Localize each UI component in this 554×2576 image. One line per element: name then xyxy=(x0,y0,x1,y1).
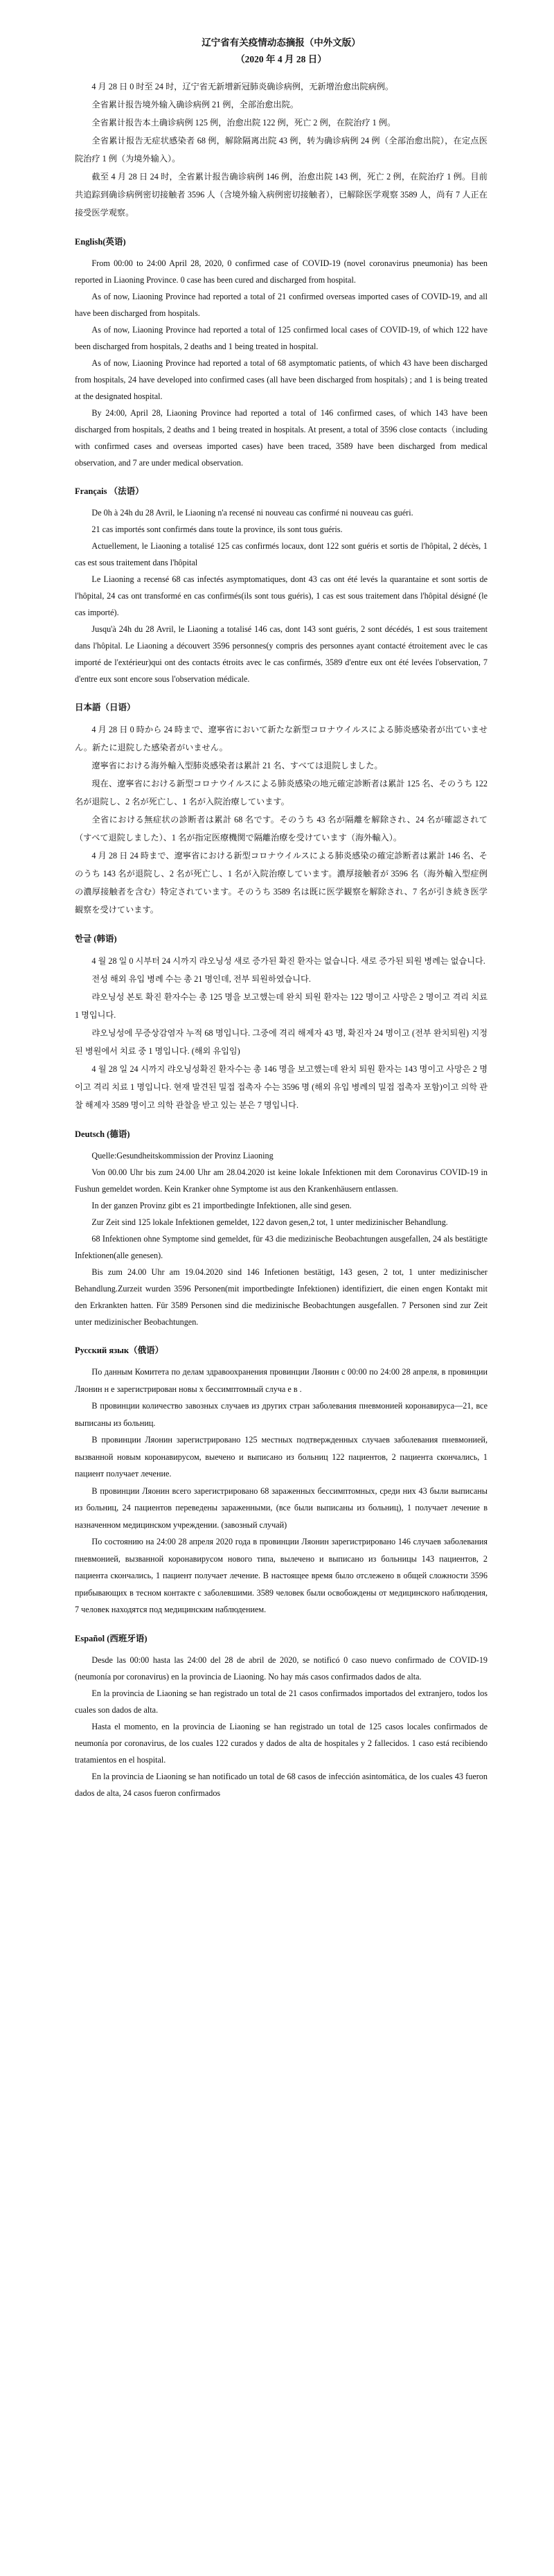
korean-paragraph: 랴오닝성에 무증상감염자 누적 68 명입니다. 그중에 격리 해제자 43 명, 확진자 24 명이고 (전부 완치퇴원) 지정된 병원에서 치료 중 1 명입니다. (해외 유입임) xyxy=(75,1028,488,1056)
german-paragraph: Von 00.00 Uhr bis zum 24.00 Uhr am 28.04.2020 ist keine lokale Infektionen mit dem Coronavirus COVID-19 in Fushun gemeldet worden. Kein Kranker ohne Symptome ist aus den Krankenhäusern entlassen. xyxy=(75,1167,488,1194)
section-korean xyxy=(75,931,488,1114)
chinese-paragraph: 全省累计报告境外输入确诊病例 21 例，全部治愈出院。 xyxy=(91,100,298,109)
french-paragraph: Jusqu'à 24h du 28 Avril, le Liaoning a totalisé 146 cas, dont 143 sont guéris, 2 sont décédés, 1 est sous traitement dans l'hôpital. Le Liaoning a découvert 3596 personnes(y compris des personnes ayant contacté étroitement avec le cas importé de l'extérieur)qui ont des contacts étroits avec le cas confirmés, 3589 d'entre eux ont été levées l'observation, 7 d'entre eux sont encore sous l'observation médicale. xyxy=(75,624,488,684)
section-french xyxy=(75,484,488,687)
spanish-paragraph: Desde las 00:00 hasta las 24:00 del 28 de abril de 2020, se notificó 0 caso nuevo confirmado de COVID-19 (neumonía por coronavirus) en la provincia de Liaoning. No hay más casos confirmados dados de alta. xyxy=(75,1655,488,1682)
german-paragraph: In der ganzen Provinz gibt es 21 importbedingte Infektionen, alle sind gesen. xyxy=(91,1201,352,1210)
english-paragraph: As of now, Liaoning Province had reported a total of 125 confirmed local cases of COVID-19, of which 122 have been discharged from hospitals, 2 deaths and 1 being treated in hospital. xyxy=(75,325,488,351)
japanese-paragraph: 全省における無症状の診断者は累計 68 名です。そのうち 43 名が隔離を解除され、24 名が確認されて（すべて退院しました）、1 名が指定医療機関で隔離治療を受けています（海外輸入）。 xyxy=(75,815,488,843)
english-heading: English(英语) xyxy=(75,237,126,247)
english-paragraph: As of now, Liaoning Province had reported a total of 21 confirmed overseas imported cases of COVID-19, and all have been discharged from hospitals. xyxy=(75,292,488,318)
document-title: 辽宁省有关疫情动态摘报（中外文版） xyxy=(202,37,361,48)
russian-paragraph: По состоянию на 24:00 28 апреля 2020 года в провинции Ляонин зарегистрировано 146 случаев заболевания пневмонией, вызванной коронавирусом нового типа, вылечено и выписано из больницы 143 пациентов, 2 пациента скончались, 1 пациент получает лечение. В настоящее время было отслежено в общей сложности 3596 прибывающих в тесном контакте с заболевшими. 3589 человек были освобождены от медицинского наблюдения, 7 человек находятся под медицинским наблюдением. xyxy=(75,1537,488,1614)
english-paragraph: From 00:00 to 24:00 April 28, 2020, 0 confirmed case of COVID-19 (novel coronavirus pneumonia) has been reported in Liaoning Province. 0 case has been cured and discharged from hospital. xyxy=(75,258,488,285)
section-russian xyxy=(75,1343,488,1618)
korean-paragraph: 4 월 28 일 24 시까지 랴오닝성확진 환자수는 총 146 명을 보고했는데 완치 퇴원 환자는 143 명이고 사망은 2 명이고 격리 치료 1 명입니다. 현재 발견된 밀접 접촉자 수는 3596 명 (해외 유입 병례의 밀접 접촉자 포함)이고 의학 관찰 해제자 3589 명이고 의학 관찰을 받고 있는 분은 7 명입니다. xyxy=(75,1064,488,1110)
japanese-paragraph: 現在、遼寧省における新型コロナウイルスによる肺炎感染の地元確定診断者は累計 125 名、そのうち 122 名が退院し、2 名が死亡し、1 名が入院治療しています。 xyxy=(75,779,488,806)
russian-paragraph: В провинции Ляонин зарегистрировано 125 местных подтвержденных случаев заболевания пневмонией, вызванной новым коронавирусом, выечено и выписано из больниц 122 пациентов, 2 пациента скончались, 1 пациент получает лечение. xyxy=(75,1435,488,1479)
document-date: （2020 年 4 月 28 日） xyxy=(235,54,327,64)
japanese-paragraph: 遼寧省における海外輸入型肺炎感染者は累計 21 名、すべては退院しました。 xyxy=(91,761,383,770)
french-paragraph: Le Liaoning a recensé 68 cas infectés asymptomatiques, dont 43 cas ont été levés la quarantaine et sont sortis de l'hôpital, 24 cas ont transformé en cas confirmés(ils sont tous guéris), 1 cas est sous traitement dans l'hôpital désigné (le cas importé). xyxy=(75,574,488,617)
korean-paragraph: 전성 해외 유입 병례 수는 총 21 명인데, 전부 퇴원하였습니다. xyxy=(91,974,311,984)
german-paragraph: Zur Zeit sind 125 lokale Infektionen gemeldet, 122 davon gesen,2 tot, 1 unter medizinischer Behandlung. xyxy=(91,1217,448,1227)
russian-paragraph: По данным Комитета по делам здравоохранения провинции Ляонин с 00:00 по 24:00 28 апреля, в провинции Ляонин н е зарегистрирован новы х бессимптомный случа е в . xyxy=(75,1367,488,1394)
chinese-paragraph: 4 月 28 日 0 时至 24 时，辽宁省无新增新冠肺炎确诊病例，无新增治愈出院病例。 xyxy=(91,82,394,91)
spanish-paragraph: En la provincia de Liaoning se han registrado un total de 21 casos confirmados importados del extranjero, todos los cuales son dados de alta. xyxy=(75,1688,488,1715)
english-paragraph: By 24:00, April 28, Liaoning Province had reported a total of 146 confirmed cases, of which 143 have been discharged from hospitals, 2 deaths and 1 being treated in hospitals. At present, a total of 3596 close contacts（including with confirmed cases and overseas imported cases) have been traced, 3589 have been discharged from medical observation, and 7 are under medical observation. xyxy=(75,408,488,468)
section-german xyxy=(75,1127,488,1330)
spanish-paragraph: En la provincia de Liaoning se han notificado un total de 68 casos de infección asintomática, de los cuales 43 fueron dados de alta, 24 casos fueron confirmados xyxy=(75,1771,488,1798)
russian-paragraph: В провинции количество завозных случаев из других стран заболевания пневмонией коронавируса—21, все выписаны из больниц. xyxy=(75,1401,488,1428)
german-paragraph: Bis zum 24.00 Uhr am 19.04.2020 sind 146 Infetionen bestätigt, 143 gesen, 2 tot, 1 unter medizinischer Behandlung.Zurzeit wurden 3596 Personen(mit importbedingte Infektionen) identifiziert, die einen engen Kontakt mit den Erkrankten hatten. Für 3589 Personen sind die medizinische Beobachtungen ausgefallen. 7 Personen sind zur Zeit unter medizinischer Beobachtungen. xyxy=(75,1267,488,1327)
section-japanese xyxy=(75,700,488,919)
korean-paragraph: 랴오닝성 본토 확진 환자수는 총 125 명을 보고했는데 완치 퇴원 환자는 122 명이고 사망은 2 명이고 격리 치료 1 명입니다. xyxy=(75,992,488,1020)
section-spanish xyxy=(75,1631,488,1801)
french-paragraph: Actuellement, le Liaoning a totalisé 125 cas confirmés locaux, dont 122 sont guéris et sortis de l'hôpital, 2 décès, 1 cas est sous traitement dans l'hôpital xyxy=(75,541,488,567)
french-heading: Français （法语） xyxy=(75,486,144,496)
chinese-paragraph: 全省累计报告本土确诊病例 125 例，治愈出院 122 例，死亡 2 例，在院治疗 1 例。 xyxy=(91,118,396,127)
section-chinese xyxy=(75,78,488,222)
japanese-heading: 日本語（日语） xyxy=(75,703,136,712)
japanese-paragraph: 4 月 28 日 0 時から 24 時まで、遼寧省において新たな新型コロナウイルスによる肺炎感染者が出ていません。新たに退院した感染者がいません。 xyxy=(75,725,488,752)
russian-paragraph: В провинции Ляонин всего зарегистрировано 68 зараженных бессимптомных, среди них 43 были выписаны из больниц, 24 пациентов переведены зараженными, (все были выписаны из больниц), 1 получает лечение в назначенном медицинском учреждении. (завозный случай) xyxy=(75,1485,488,1530)
chinese-paragraph: 全省累计报告无症状感染者 68 例，解除隔离出院 43 例，转为确诊病例 24 例（全部治愈出院），在定点医院治疗 1 例（为境外输入）。 xyxy=(75,136,488,164)
german-paragraph: 68 Infektionen ohne Symptome sind gemeldet, für 43 die medizinische Beobachtungen ausgefallen, 24 als bestätigte Infektionen(alle genesen). xyxy=(75,1234,488,1260)
korean-heading: 한글 (韩语) xyxy=(75,934,117,944)
french-paragraph: De 0h à 24h du 28 Avril, le Liaoning n'a recensé ni nouveau cas confirmé ni nouveau cas guéri. xyxy=(91,508,413,518)
section-english xyxy=(75,234,488,471)
japanese-paragraph: 4 月 28 日 24 時まで、遼寧省における新型コロナウイルスによる肺炎感染の確定診断者は累計 146 名、そのうち 143 名が退院し、2 名が死亡し、1 名が入院治療しています。濃厚接触者が 3596 名（海外輸入型症例の濃厚接触者を含む）特定されています。そのうち 3589 名は既に医学観察を解除され、7 名が引き続き医学観察を受けています。 xyxy=(75,851,488,915)
french-paragraph: 21 cas importés sont confirmés dans toute la province, ils sont tous guéris. xyxy=(91,524,343,534)
german-heading: Deutsch (德语) xyxy=(75,1129,130,1139)
english-paragraph: As of now, Liaoning Province had reported a total of 68 asymptomatic patients, of which 43 have been discharged from hospitals, 24 have developed into confirmed cases (all have been discharged from hospitals) ; and 1 is being treated at the designated hospital. xyxy=(75,358,488,401)
chinese-paragraph: 截至 4 月 28 日 24 时，全省累计报告确诊病例 146 例，治愈出院 143 例，死亡 2 例，在院治疗 1 例。目前共追踪到确诊病例密切接触者 3596 人（含境外输入病例密切接触者），已解除医学观察 3589 人，尚有 7 人正在接受医学观察。 xyxy=(75,172,488,218)
spanish-heading: Español (西班牙语) xyxy=(75,1633,148,1643)
korean-paragraph: 4 월 28 일 0 시부터 24 시까지 랴오닝성 새로 증가된 확진 환자는 없습니다. 새로 증가된 퇴원 병례는 없습니다. xyxy=(91,956,485,966)
german-paragraph: Quelle:Gesundheitskommission der Provinz Liaoning xyxy=(91,1151,274,1161)
spanish-paragraph: Hasta el momento, en la provincia de Liaoning se han registrado un total de 125 casos locales confirmados de neumonía por coronavirus, de los cuales 122 curados y dados de alta de hospitales y 2 fallecidos. 1 caso está recibiendo tratamientos en el hospital. xyxy=(75,1721,488,1765)
russian-heading: Русский язык（俄语） xyxy=(75,1346,164,1355)
